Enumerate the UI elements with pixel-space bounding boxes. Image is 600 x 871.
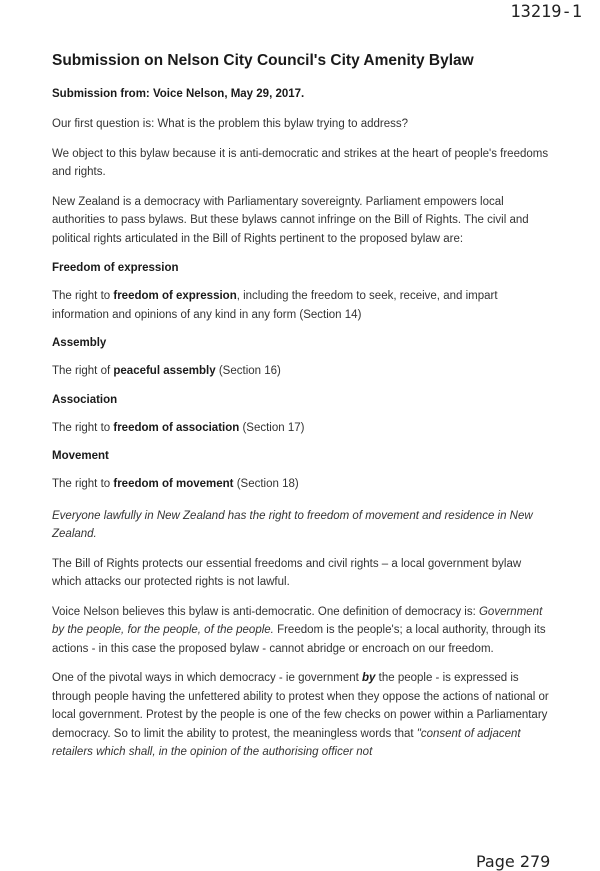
paragraph-objection: We object to this bylaw because it is anti-democratic and strikes at the heart of people's freedoms and rights. <box>52 147 549 178</box>
paragraph-expression: The right to freedom of expression, including the freedom to seek, receive, and impart information and opinions of any kind in any form (Section 14) <box>52 290 498 321</box>
paragraph-democracy: New Zealand is a democracy with Parliamentary sovereignty. Parliament empowers local authorities to pass bylaws. But these bylaws cannot infringe on the Bill of Rights. The civil and political rights articulated in the Bill of Rights pertinent to the proposed bylaw are: <box>52 195 529 245</box>
paragraph-association: The right to freedom of association (Section 17) <box>52 421 305 434</box>
paragraph-movement: The right to freedom of movement (Section 18) <box>52 478 299 490</box>
heading-movement: Movement <box>52 450 109 462</box>
heading-freedom-of-expression: Freedom of expression <box>52 262 179 274</box>
paragraph-assembly: The right of peaceful assembly (Section 16) <box>52 365 281 377</box>
paragraph-bill-of-rights: The Bill of Rights protects our essential freedoms and civil rights – a local government bylaw which attacks our protected rights is not lawful. <box>52 557 522 588</box>
page-number: Page 279 <box>476 852 551 871</box>
paragraph-protest: One of the pivotal ways in which democracy - ie government by the people - is expressed is through people having the unfettered ability to protest when they oppose the actions of national or local government. Protest by the people is one of the few checks on power within a Parliamentary democracy. So to limit the ability to protest, the meaningless words that "consent of adjacent retailers which shall, in the opinion of the authorising officer not <box>52 672 549 758</box>
document-id: 13219-1 <box>510 2 582 22</box>
quote-freedom-of-movement: Everyone lawfully in New Zealand has the right to freedom of movement and residence in New Zealand. <box>52 509 533 540</box>
heading-association: Association <box>52 393 118 406</box>
heading-assembly: Assembly <box>52 337 107 349</box>
paragraph-voice-nelson: Voice Nelson believes this bylaw is anti-democratic. One definition of democracy is: Government by the people, for the people, of the people. Freedom is the people's; a local authority, through its actions - in this case the proposed bylaw - cannot abridge or encroach on our freedom. <box>52 605 546 655</box>
submission-from: Submission from: Voice Nelson, May 29, 2017. <box>52 88 305 100</box>
document-body <box>52 52 552 773</box>
page-title: Submission on Nelson City Council's City Amenity Bylaw <box>52 52 474 69</box>
paragraph-first-question: Our first question is: What is the problem this bylaw trying to address? <box>52 118 409 130</box>
